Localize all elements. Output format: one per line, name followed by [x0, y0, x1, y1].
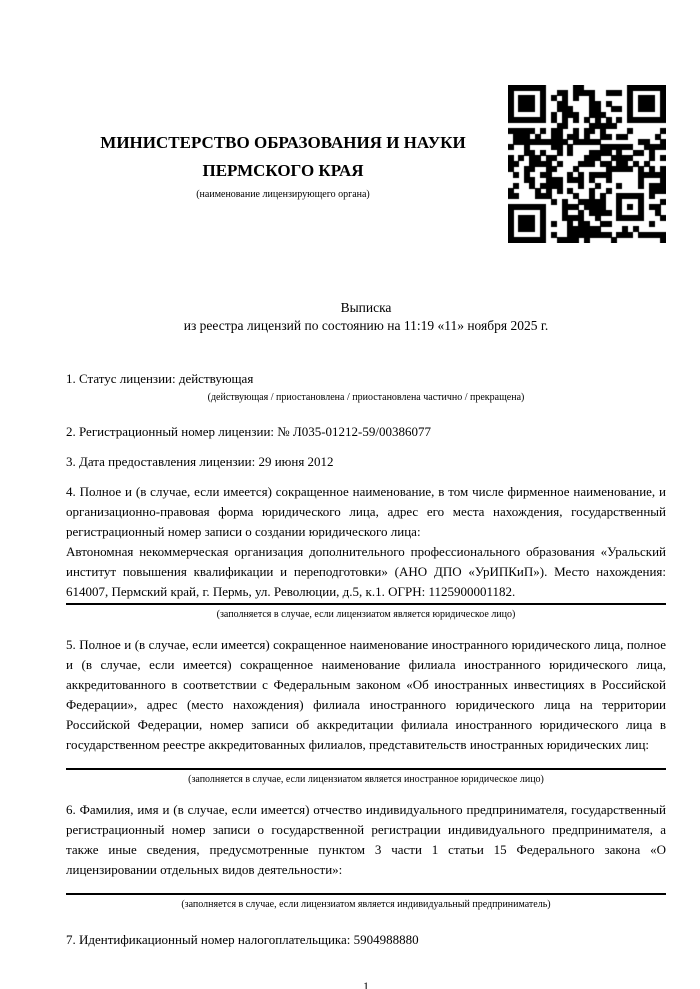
- title-line2: из реестра лицензий по состоянию на 11:19 «11» ноября 2025 г.: [183, 318, 549, 333]
- item-entrepreneur: [66, 800, 666, 912]
- document-header: [66, 0, 666, 243]
- title-line1: Выписка: [340, 300, 392, 315]
- item-legal-entity-caption: (заполняется в случае, если лицензиатом является юридическое лицо): [216, 609, 516, 620]
- item-license-status-caption: (действующая / приостановлена / приостановлена частично / прекращена): [207, 392, 525, 403]
- item-grant-date: 3. Дата предоставления лицензии: 29 июня 2012: [66, 454, 334, 469]
- fill-in-line: [66, 603, 666, 605]
- item-foreign-entity-question: 5. Полное и (в случае, если имеется) сокращенное наименование иностранного юридического лица, полное и (в случае, если имеется) сокращенное наименование филиала иностранного юридического лица, аккредитованного в соответствии с Федеральным законом «Об иностранных инвестициях в Российской Федерации», адрес (место нахождения) филиала иностранного юридического лица на территории Российской Федерации, номер записи об аккредитации филиала иностранного юридического лица в государственном реестре аккредитованных филиалов, представительств иностранных юридических лиц:: [66, 637, 666, 752]
- licensing-authority-block: [66, 85, 500, 243]
- item-foreign-entity-caption: (заполняется в случае, если лицензиатом является иностранное юридическое лицо): [188, 774, 544, 785]
- empty-value-space: [66, 755, 666, 768]
- item-entrepreneur-question: 6. Фамилия, имя и (в случае, если имеется) отчество индивидуального предпринимателя, государственный регистрационный номер записи о государственной регистрации индивидуального предпринимателя, а также иные сведения, предусмотренные пунктом 3 части 1 статьи 15 Федерального закона «О лицензировании отдельных видов деятельности»:: [66, 802, 666, 877]
- qr-code-icon: [508, 85, 666, 243]
- fill-in-line: [66, 768, 666, 770]
- authority-name-line2: ПЕРМСКОГО КРАЯ: [202, 161, 364, 180]
- fill-in-line: [66, 893, 666, 895]
- item-taxpayer-id: 7. Идентификационный номер налогоплательщика: 5904988880: [66, 932, 419, 947]
- page-number: 1: [363, 979, 369, 989]
- item-legal-entity: [66, 482, 666, 622]
- item-registration-number: 2. Регистрационный номер лицензии: № Л035-01212-59/00386077: [66, 424, 432, 439]
- document-title: [66, 299, 666, 335]
- item-legal-entity-value: Автономная некоммерческая организация дополнительного профессионального образования «Уральский институт повышения квалификации и переподготовки» (АНО ДПО «УрИПКиП»). Место нахождения: 614007, Пермский край, г. Пермь, ул. Революции, д.5, к.1. ОГРН: 1125900001182.: [66, 544, 666, 599]
- item-legal-entity-question: 4. Полное и (в случае, если имеется) сокращенное наименование, в том числе фирменное наименование, и организационно-правовая форма юридического лица, адрес его места нахождения, государственный регистрационный номер записи о создании юридического лица:: [66, 484, 666, 539]
- item-foreign-entity: [66, 635, 666, 787]
- empty-value-space: [66, 880, 666, 893]
- item-entrepreneur-caption: (заполняется в случае, если лицензиатом является индивидуальный предприниматель): [181, 899, 551, 910]
- authority-name-line1: МИНИСТЕРСТВО ОБРАЗОВАНИЯ И НАУКИ: [100, 133, 466, 152]
- authority-name: [66, 129, 500, 185]
- authority-caption: (наименование лицензирующего органа): [196, 189, 370, 200]
- item-license-status: 1. Статус лицензии: действующая: [66, 371, 254, 386]
